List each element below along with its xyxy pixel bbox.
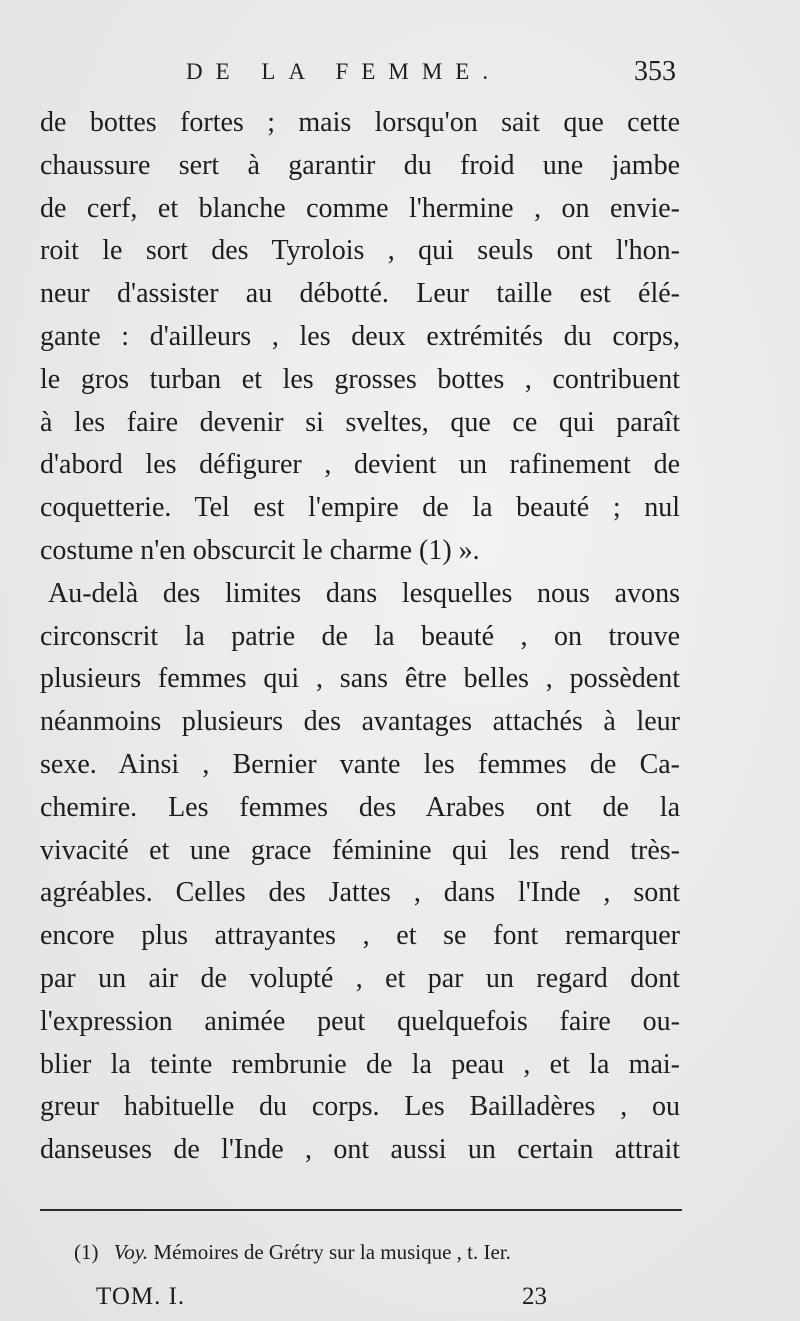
text-line: circonscrit la patrie de la beauté , on trouve <box>40 620 680 652</box>
text-line: l'expression animée peut quelquefois faire ou- <box>40 1005 680 1037</box>
text-line: coquetterie. Tel est l'empire de la beauté ; nul <box>40 492 680 524</box>
text-line: chaussure sert à garantir du froid une jambe <box>40 149 680 181</box>
text-line: néanmoins plusieurs des avantages attachés à leur <box>40 706 680 738</box>
text-line: chemire. Les femmes des Arabes ont de la <box>40 791 680 823</box>
volume-label: TOM. I. <box>96 1283 186 1310</box>
text-line: neur d'assister au débotté. Leur taille est élé- <box>40 278 680 310</box>
running-head <box>40 52 680 92</box>
text-line: agréables. Celles des Jattes , dans l'Inde , sont <box>40 877 680 909</box>
text-line: d'abord les défigurer , devient un rafinement de <box>40 449 680 481</box>
text-line: greur habituelle du corps. Les Bailladères , ou <box>40 1091 680 1123</box>
text-line: le gros turban et les grosses bottes , contribuent <box>40 363 680 395</box>
footnote-rule <box>40 1209 682 1211</box>
text-line: plusieurs femmes qui , sans être belles , possèdent <box>40 663 680 695</box>
signature-mark: 23 <box>522 1283 547 1310</box>
text-line: de bottes fortes ; mais lorsqu'on sait que cette <box>40 107 680 138</box>
text-line: encore plus attrayantes , et se font remarquer <box>40 920 680 952</box>
body-text <box>40 102 680 1172</box>
footnote-marker: (1) <box>74 1240 99 1264</box>
text-line: sexe. Ainsi , Bernier vante les femmes de Ca- <box>40 748 680 780</box>
paragraph-start-line: Au-delà des limites dans lesquelles nous avons <box>48 577 680 609</box>
text-line: par un air de volupté , et par un regard dont <box>40 962 680 994</box>
signature-line <box>90 1279 590 1315</box>
text-line: gante : d'ailleurs , les deux extrémités du corps, <box>40 320 680 352</box>
paragraph-end-line: costume n'en obscurcit le charme (1) ». <box>40 534 480 566</box>
footnote-label: Voy. <box>113 1240 149 1264</box>
text-line: de cerf, et blanche comme l'hermine , on envie- <box>40 192 680 224</box>
text-line: roit le sort des Tyrolois , qui seuls ont l'hon- <box>40 235 680 267</box>
footnote <box>74 1237 511 1267</box>
page-number: 353 <box>634 56 676 87</box>
text-line: blier la teinte rembrunie de la peau , et la mai- <box>40 1048 680 1080</box>
text-line: danseuses de l'Inde , ont aussi un certain attrait <box>40 1134 680 1166</box>
text-line: vivacité et une grace féminine qui les rend très- <box>40 834 680 866</box>
footnote-text: Mémoires de Grétry sur la musique , t. Ier. <box>153 1240 511 1264</box>
running-title: DE LA FEMME. <box>186 59 502 84</box>
text-line: à les faire devenir si sveltes, que ce qui paraît <box>40 406 680 438</box>
